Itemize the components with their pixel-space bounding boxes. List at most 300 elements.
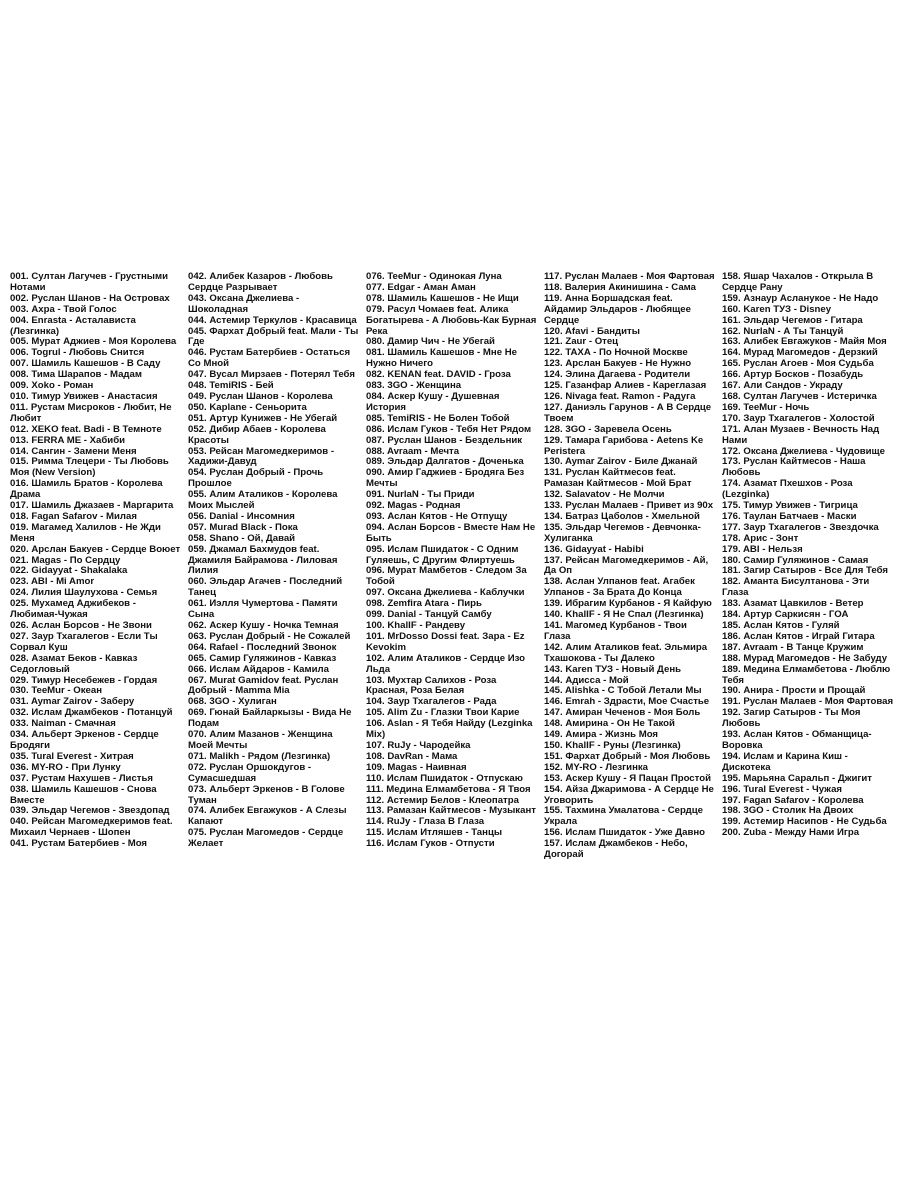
track-entry: 048. TemiRIS - Бей bbox=[188, 380, 274, 392]
track-artist: Элина Дагаева bbox=[565, 369, 636, 381]
track-number: 031. bbox=[10, 696, 29, 708]
track-artist: Тамара Гарибова bbox=[565, 434, 648, 446]
track-entry: 053. Рейсан Магомедкеримов - Хадижи-Давуд bbox=[188, 445, 335, 468]
track-number: 194. bbox=[722, 750, 741, 762]
track-entry: 076. TeeMur - Одинокая Луна bbox=[366, 271, 502, 282]
track-artist: Астемир Насипов bbox=[743, 816, 828, 828]
track-entry: 155. Тахмина Умалатова - Сердце Украла bbox=[544, 805, 703, 828]
track-artist: Амирина bbox=[565, 718, 609, 730]
track-number: 051. bbox=[188, 412, 207, 424]
track-entry: 200. Zuba - Между Нами Игра bbox=[722, 827, 860, 839]
track-entry: 101. MrDosso Dossi feat. Зара - Ez Kevokim bbox=[366, 630, 525, 653]
track-entry: 166. Артур Босков - Позабудь bbox=[722, 369, 864, 381]
track-entry: 015. Римма Тлецери - Ты Любовь Моя (New Version) bbox=[10, 456, 169, 479]
track-title: Шоколадная bbox=[188, 303, 249, 315]
track-title: Джигит bbox=[837, 772, 872, 784]
track-entry: 038. Шамиль Кашешов - Снова Вместе bbox=[10, 783, 157, 806]
track-title: Жизнь Моя bbox=[605, 729, 659, 741]
track-title: Рядом (Лезгинка) bbox=[247, 750, 331, 762]
track-number: 149. bbox=[544, 729, 563, 741]
track-title: Если Ты Сорвал Куш bbox=[10, 630, 158, 653]
track-entry: 158. Яшар Чахалов - Открыла В Сердце Рану bbox=[722, 271, 874, 293]
track-title: Зонт bbox=[775, 532, 799, 544]
track-artist: Римма Тлецери bbox=[31, 456, 106, 468]
track-artist: MrDosso Dossi feat. Зара bbox=[387, 630, 505, 642]
track-entry: 035. Tural Everest - Хитрая bbox=[10, 750, 134, 762]
track-entry: 169. TeeMur - Ночь bbox=[722, 401, 810, 413]
track-number: 129. bbox=[544, 434, 563, 446]
track-title: Сердце Бродяги bbox=[10, 729, 159, 751]
track-title: Сумасшедшая bbox=[188, 772, 257, 784]
track-entry: 123. Арслан Бакуев - Не Нужно bbox=[544, 358, 692, 370]
track-title: Бандиты bbox=[597, 325, 640, 337]
track-artist: Magas bbox=[387, 500, 418, 512]
track-number: 171. bbox=[722, 423, 741, 435]
track-entry: 181. Загир Сатыров - Все Для Тебя bbox=[722, 565, 888, 577]
track-artist: Адисса bbox=[565, 674, 601, 686]
track-title: Звездопад bbox=[118, 805, 170, 817]
track-entry: 021. Magas - По Сердцу bbox=[10, 554, 121, 566]
track-number: 088. bbox=[366, 445, 385, 457]
track-number: 107. bbox=[366, 739, 385, 751]
track-artist: Султан Лагучев bbox=[743, 390, 819, 402]
track-title: Пока bbox=[274, 521, 298, 533]
track-title: Сердце Воюет bbox=[111, 543, 181, 555]
track-title: Мне Не Нужно Ничего bbox=[366, 347, 517, 370]
track-artist: Руслан Оршокдугов bbox=[209, 761, 306, 773]
track-artist: Фархат Добрый bbox=[565, 750, 642, 762]
track-number: 166. bbox=[722, 369, 741, 381]
track-number: 052. bbox=[188, 423, 207, 435]
track-artist: Рустам Батербиев bbox=[31, 838, 120, 850]
track-title: Королева Драма bbox=[10, 478, 163, 501]
track-artist: TemiRIS bbox=[209, 380, 248, 392]
track-title: Сеньорита bbox=[255, 401, 307, 413]
track-artist: Murat Gamidov feat. Руслан Добрый bbox=[188, 674, 339, 697]
track-title: Моя Боль bbox=[653, 707, 701, 719]
track-entry: 070. Алим Мазанов - Женщина Моей Мечты bbox=[188, 729, 333, 751]
track-artist: Alishka bbox=[565, 685, 600, 697]
track-artist: Тимур Увижев bbox=[743, 500, 811, 512]
track-artist: Амиран Чеченов bbox=[565, 707, 646, 719]
track-number: 104. bbox=[366, 696, 385, 708]
track-entry: 126. Nivaga feat. Ramon - Радуга bbox=[544, 390, 696, 402]
track-entry: 192. Загир Сатыров - Ты Моя Любовь bbox=[722, 707, 861, 730]
track-entry: 044. Астемир Теркулов - Красавица bbox=[188, 314, 357, 326]
track-artist: Salavatov bbox=[565, 489, 611, 501]
track-title: Твои Глаза bbox=[544, 620, 687, 642]
track-title: Ты Любовь Моя (New Version) bbox=[10, 456, 169, 479]
track-artist: Шамиль Кашешов bbox=[387, 292, 475, 304]
track-number: 127. bbox=[544, 401, 563, 413]
track-number: 040. bbox=[10, 816, 29, 828]
track-title: Твой Голос bbox=[63, 303, 117, 315]
track-entry: 167. Али Сандов - Украду bbox=[722, 380, 843, 392]
track-title: Кавказ bbox=[304, 652, 337, 664]
track-number: 066. bbox=[188, 663, 207, 675]
track-title: Ты Далеко bbox=[604, 652, 655, 664]
track-title: Асталависта (Лезгинка) bbox=[10, 314, 136, 337]
track-entry: 154. Айза Джаримова - А Сердце Не Уговорить bbox=[544, 783, 714, 806]
track-number: 161. bbox=[722, 314, 741, 326]
track-artist: Danial bbox=[209, 510, 239, 522]
track-entry: 066. Ислам Айдаров - Камила bbox=[188, 663, 329, 675]
track-number: 003. bbox=[10, 303, 29, 315]
track-artist: Алим Мазанов bbox=[209, 729, 280, 741]
track-artist: Ислам Гуков bbox=[386, 838, 448, 850]
track-title: Нельзя bbox=[768, 543, 803, 555]
track-number: 174. bbox=[722, 478, 741, 490]
track-title: Чудовище bbox=[835, 445, 885, 457]
track-entry: 194. Ислам и Карина Киш - Дискотека bbox=[722, 750, 848, 773]
track-entry: 046. Рустам Батербиев - Остаться Со Мной bbox=[188, 347, 351, 370]
track-title: Звездочка bbox=[829, 521, 879, 533]
track-entry: 059. Джамал Бахмудов feat. Джамиля Байрамова - Лиловая Лилия bbox=[188, 543, 338, 577]
track-number: 059. bbox=[188, 543, 207, 555]
track-artist: Karen ТУЗ bbox=[565, 663, 614, 675]
track-artist: Karen ТУЗ bbox=[743, 303, 792, 315]
track-title: Mamma Mia bbox=[235, 685, 290, 697]
track-number: 013. bbox=[10, 434, 29, 446]
track-title: Лезгинка bbox=[605, 761, 649, 773]
track-artist: Тимур Несебежев bbox=[31, 674, 116, 686]
track-number: 141. bbox=[544, 620, 563, 631]
track-artist: Fagan Safarov bbox=[31, 510, 98, 522]
track-entry: 160. Karen ТУЗ - Disney bbox=[722, 303, 832, 315]
track-number: 041. bbox=[10, 838, 29, 850]
track-entry: 142. Алим Аталиков feat. Эльмира Тхашокова - Ты Далеко bbox=[544, 641, 708, 664]
track-artist: FERRA ME bbox=[31, 434, 82, 446]
track-title: В Танце Кружим bbox=[786, 641, 864, 653]
track-artist: Шамиль Кашешов bbox=[387, 347, 475, 359]
track-title: Глазки Твои Карие bbox=[430, 707, 520, 719]
track-artist: Alim Zu bbox=[387, 707, 423, 719]
track-artist: Руслан Малаев bbox=[564, 271, 638, 282]
track-artist: Ислам Итляшев bbox=[386, 827, 463, 839]
track-title: Я Тебя Найду (Lezginka Mix) bbox=[366, 718, 533, 741]
track-artist: Ислам Айдаров bbox=[209, 663, 285, 675]
track-artist: Вусал Мирзаев bbox=[209, 369, 282, 381]
track-entry: 009. Xoko - Роман bbox=[10, 380, 94, 392]
track-number: 086. bbox=[366, 423, 385, 435]
track-entry: 075. Руслан Магомедов - Сердце Желает bbox=[188, 827, 344, 850]
track-title: Радуга bbox=[662, 390, 696, 402]
track-number: 055. bbox=[188, 489, 207, 501]
track-title: Любовь Снится bbox=[69, 347, 145, 359]
track-artist: Сангин bbox=[31, 445, 66, 457]
track-number: 032. bbox=[10, 707, 29, 719]
track-entry: 177. Заур Тхагалегов - Звездочка bbox=[722, 521, 879, 533]
track-number: 033. bbox=[10, 718, 29, 730]
track-title: Habibi bbox=[614, 543, 644, 555]
track-artist: DavRan bbox=[387, 750, 424, 762]
track-title: Гитара bbox=[830, 314, 863, 326]
track-entry: 102. Алим Аталиков - Сердце Изо Льда bbox=[366, 652, 526, 675]
track-title: Мама bbox=[431, 750, 458, 762]
track-number: 057. bbox=[188, 521, 207, 533]
track-title: Хмельной bbox=[651, 510, 700, 522]
track-number: 167. bbox=[722, 380, 741, 392]
track-artist: Ислам Гуков bbox=[387, 423, 448, 435]
track-title: Не Нужно bbox=[645, 358, 692, 370]
track-title: Сердце Желает bbox=[188, 827, 344, 850]
track-number: 142. bbox=[544, 641, 563, 653]
track-artist: Rafael bbox=[209, 641, 239, 653]
track-entry: 054. Руслан Добрый - Прочь Прошлое bbox=[188, 467, 324, 490]
track-title: Самая bbox=[838, 554, 869, 566]
track-number: 016. bbox=[10, 478, 29, 490]
track-number: 115. bbox=[366, 827, 385, 839]
track-entry: 104. Заур Тхагалегов - Рада bbox=[366, 696, 497, 708]
track-artist: Zaur bbox=[565, 336, 587, 348]
track-title: Ты Приди bbox=[427, 489, 475, 501]
track-artist: Magas bbox=[31, 554, 62, 566]
track-title: Не Надо bbox=[839, 292, 879, 304]
track-artist: Мурат Аджиев bbox=[31, 336, 101, 348]
track-number: 034. bbox=[10, 729, 29, 741]
track-artist: Avraam bbox=[743, 641, 778, 653]
track-number: 074. bbox=[188, 805, 207, 817]
track-entry: 073. Альберт Эркенов - В Голове Туман bbox=[188, 783, 345, 806]
track-artist: Emrah bbox=[565, 696, 596, 708]
track-number: 173. bbox=[722, 456, 741, 468]
track-title: С Одним Гуляешь, С Другим Флиртуешь bbox=[366, 543, 519, 566]
track-artist: Kaplane bbox=[209, 401, 247, 413]
track-number: 089. bbox=[366, 456, 385, 468]
track-title: Женщина Моей Мечты bbox=[188, 729, 333, 751]
track-title: Я Кайфую bbox=[663, 598, 712, 610]
track-artist: Рейсан Магомедкеримов bbox=[565, 554, 685, 566]
track-number: 064. bbox=[188, 641, 207, 653]
track-artist: RuJy bbox=[386, 816, 411, 828]
track-artist: Tural Everest bbox=[31, 750, 92, 762]
track-artist: Тимур Увижев bbox=[31, 390, 99, 402]
track-title: Не Болен Тобой bbox=[433, 412, 510, 424]
track-title: Королева bbox=[818, 794, 864, 806]
track-title: Смачная bbox=[74, 718, 116, 730]
track-entry: 013. FERRA ME - Хабиби bbox=[10, 434, 126, 446]
track-number: 018. bbox=[10, 510, 29, 522]
track-artist: Даниэль Гарунов bbox=[565, 401, 649, 413]
track-artist: Иэлля Чумертова bbox=[209, 598, 294, 610]
track-artist: Азамат Беков bbox=[31, 652, 97, 664]
track-number: 019. bbox=[10, 521, 29, 533]
track-number: 027. bbox=[10, 630, 29, 642]
track-title: Клеопатра bbox=[468, 794, 519, 806]
track-artist: Edgar bbox=[387, 281, 415, 293]
track-artist: Анна Боршадская feat. Айдамир Эльдаров bbox=[544, 292, 673, 315]
track-entry: 071. Malikh - Рядом (Лезгинка) bbox=[188, 750, 331, 762]
track-artist: Загир Сатыров bbox=[743, 565, 817, 577]
track-entry: 062. Аскер Кушу - Ночка Темная bbox=[188, 620, 339, 631]
track-title: Тигрица bbox=[819, 500, 858, 512]
track-entry: 127. Даниэль Гарунов - А В Сердце Твоем bbox=[544, 401, 712, 424]
track-entry: 182. Аманта Бисултанова - Эти Глаза bbox=[722, 576, 870, 599]
track-artist: Avraam bbox=[387, 445, 422, 457]
track-artist: Рейсан Магомедкеримов bbox=[209, 445, 329, 457]
track-title: Остаться Со Мной bbox=[188, 347, 351, 370]
track-entry: 060. Эльдар Агачев - Последний Танец bbox=[188, 576, 343, 599]
track-number: 170. bbox=[722, 412, 741, 424]
track-artist: Алим Аталиков bbox=[387, 652, 462, 664]
track-artist: Магамед Халилов bbox=[31, 521, 117, 533]
track-artist: Шамиль Кашешов bbox=[31, 358, 119, 370]
track-entry: 152. MY-RO - Лезгинка bbox=[544, 761, 649, 773]
track-artist: Ислам Джамбеков bbox=[31, 707, 119, 719]
track-artist: ABI bbox=[743, 543, 760, 555]
track-number: 021. bbox=[10, 554, 29, 566]
track-title: Позабудь bbox=[817, 369, 864, 381]
track-entry: 195. Марьяна Саральп - Джигит bbox=[722, 772, 872, 784]
track-artist: Амир Гаджиев bbox=[387, 467, 457, 479]
track-number: 009. bbox=[10, 380, 29, 392]
track-number: 189. bbox=[722, 663, 741, 675]
track-entry: 099. Danial - Танцуй Самбу bbox=[366, 609, 492, 621]
track-entry: 023. ABI - Mi Amor bbox=[10, 576, 95, 588]
track-entry: 148. Амирина - Он Не Такой bbox=[544, 718, 675, 730]
track-number: 042. bbox=[188, 271, 207, 282]
track-title: Доченька bbox=[478, 456, 524, 468]
track-number: 172. bbox=[722, 445, 741, 457]
track-entry: 131. Руслан Кайтмесов feat. Рамазан Кайтмесов - Мой Брат bbox=[544, 467, 692, 490]
track-entry: 095. Ислам Пшидаток - С Одним Гуляешь, С Другим Флиртуешь bbox=[366, 543, 519, 566]
track-title: Эти Глаза bbox=[722, 576, 870, 599]
track-artist: Ибрагим Курбанов bbox=[565, 598, 655, 610]
track-artist: Валерия Акинишина bbox=[564, 281, 663, 293]
track-title: Гроза bbox=[484, 369, 511, 381]
track-title: Рандеву bbox=[425, 620, 466, 631]
track-entry: 145. Alishka - С Тобой Летали Мы bbox=[544, 685, 702, 697]
track-title: Кавказ Седогловый bbox=[10, 652, 138, 675]
track-artist: Дибир Абаев bbox=[209, 423, 272, 435]
track-entry: 083. 3GO - Женщина bbox=[366, 380, 462, 392]
track-number: 037. bbox=[10, 772, 29, 784]
track-entry: 171. Алан Музаев - Вечность Над Нами bbox=[722, 423, 880, 446]
track-artist: Заур Тхагалегов bbox=[31, 630, 109, 642]
track-artist: Арис bbox=[743, 532, 768, 544]
track-artist: TeeMur bbox=[31, 685, 65, 697]
track-title: Бездельник bbox=[465, 434, 523, 446]
track-entry: 005. Мурат Аджиев - Моя Королева bbox=[10, 336, 177, 348]
track-number: 024. bbox=[10, 587, 29, 599]
track-number: 072. bbox=[188, 761, 207, 773]
track-artist: Алан Музаев bbox=[743, 423, 805, 435]
track-title: Родная bbox=[425, 500, 461, 512]
track-entry: 057. Murad Black - Пока bbox=[188, 521, 298, 533]
track-artist: Рейсан Магомедкеримов feat. Михаил Чернаев bbox=[10, 816, 173, 839]
track-number: 004. bbox=[10, 314, 29, 326]
track-number: 048. bbox=[188, 380, 207, 392]
track-entry: 100. KhalIF - Рандеву bbox=[366, 620, 466, 631]
track-number: 007. bbox=[10, 358, 29, 370]
track-number: 043. bbox=[188, 292, 207, 304]
track-title: Холостой bbox=[829, 412, 875, 424]
track-title: Моя Фартовая bbox=[646, 271, 715, 282]
track-number: 047. bbox=[188, 369, 207, 381]
track-number: 146. bbox=[544, 696, 563, 708]
track-title: Дискотека bbox=[722, 761, 771, 773]
track-entry: 025. Мухамед Аджибеков - Любимая-Чужая bbox=[10, 598, 136, 621]
track-entry: 012. XEKO feat. Badi - В Темноте bbox=[10, 423, 162, 435]
track-entry: 077. Edgar - Аман Аман bbox=[366, 281, 476, 293]
track-artist: Самир Гуляжинов bbox=[209, 652, 296, 664]
track-number: 070. bbox=[188, 729, 207, 741]
track-number: 145. bbox=[544, 685, 563, 697]
track-entry: 051. Артур Кунижев - Не Убегай bbox=[188, 412, 338, 424]
track-number: 039. bbox=[10, 805, 29, 817]
track-entry: 180. Самир Гуляжинов - Самая bbox=[722, 554, 869, 566]
track-title: Mi Amor bbox=[56, 576, 95, 588]
track-title: А В Сердце Твоем bbox=[544, 401, 712, 424]
track-number: 022. bbox=[10, 565, 29, 577]
track-title: Ты Моя Любовь bbox=[722, 707, 861, 730]
track-artist: Айза Джаримова bbox=[565, 783, 646, 795]
track-title: Танцы bbox=[471, 827, 503, 839]
track-artist: Ислам Пшидаток bbox=[565, 827, 647, 839]
track-title: Маргарита bbox=[122, 500, 174, 512]
track-number: 192. bbox=[722, 707, 741, 719]
track-artist: Мурад Магомедов bbox=[743, 652, 830, 664]
track-entry: 122. TAXA - По Ночной Москве bbox=[544, 347, 688, 359]
track-number: 073. bbox=[188, 783, 207, 795]
track-title: Наивная bbox=[425, 761, 467, 773]
track-entry: 135. Эльдар Чегемов - Девчонка-Хулиганка bbox=[544, 521, 701, 544]
track-number: 081. bbox=[366, 347, 385, 359]
track-artist: Аманта Бисултанова bbox=[743, 576, 844, 588]
track-number: 125. bbox=[544, 380, 563, 392]
track-title: Любовь Сердце Разрывает bbox=[188, 271, 333, 293]
track-artist: Шамиль Кашешов bbox=[31, 783, 119, 795]
track-entry: 198. 3GO - Столик На Двоих bbox=[722, 805, 854, 817]
track-artist: Аскер Кушу bbox=[209, 620, 265, 631]
track-title: Мой bbox=[608, 674, 629, 686]
track-entry: 199. Астемир Насипов - Не Судьба bbox=[722, 816, 887, 828]
track-title: Прости и Прощай bbox=[781, 685, 866, 697]
track-artist: Анира bbox=[743, 685, 774, 697]
track-number: 110. bbox=[366, 772, 385, 784]
track-entry: 061. Иэлля Чумертова - Памяти Сына bbox=[188, 598, 338, 621]
track-entry: 093. Аслан Кятов - Не Отпущу bbox=[366, 510, 508, 522]
track-artist: Таулан Батчаев bbox=[743, 510, 819, 522]
track-number: 177. bbox=[722, 521, 741, 533]
track-title: Сердце Украла bbox=[544, 805, 703, 828]
track-title: Новый День bbox=[621, 663, 682, 675]
track-number: 025. bbox=[10, 598, 29, 610]
tracklist-column bbox=[722, 272, 894, 936]
track-number: 063. bbox=[188, 630, 207, 642]
track-number: 065. bbox=[188, 652, 207, 664]
track-title: Вида Не Подам bbox=[188, 707, 352, 730]
track-artist: KhalIF bbox=[565, 609, 595, 621]
track-entry: 161. Эльдар Чегемов - Гитара bbox=[722, 314, 863, 326]
track-title: Хабиби bbox=[89, 434, 126, 446]
track-title: По Сердцу bbox=[69, 554, 121, 566]
track-entry: 092. Magas - Родная bbox=[366, 500, 461, 512]
track-artist: Рамазан Кайтмесов bbox=[386, 805, 481, 817]
track-title: Моя bbox=[127, 838, 148, 850]
tracklist-column bbox=[544, 272, 716, 936]
track-number: 147. bbox=[544, 707, 563, 719]
track-artist: Тима Шарапов bbox=[31, 369, 102, 381]
track-number: 126. bbox=[544, 390, 563, 402]
track-artist: Заур Тхагалегов bbox=[387, 696, 465, 708]
track-entry: 151. Фархат Добрый - Моя Любовь bbox=[544, 750, 711, 762]
track-artist: Zuba bbox=[743, 827, 767, 839]
track-number: 085. bbox=[366, 412, 385, 424]
track-artist: Оксана Джелиева bbox=[209, 292, 294, 304]
track-title: В Голове Туман bbox=[188, 783, 345, 806]
track-title: Роман bbox=[63, 380, 94, 392]
